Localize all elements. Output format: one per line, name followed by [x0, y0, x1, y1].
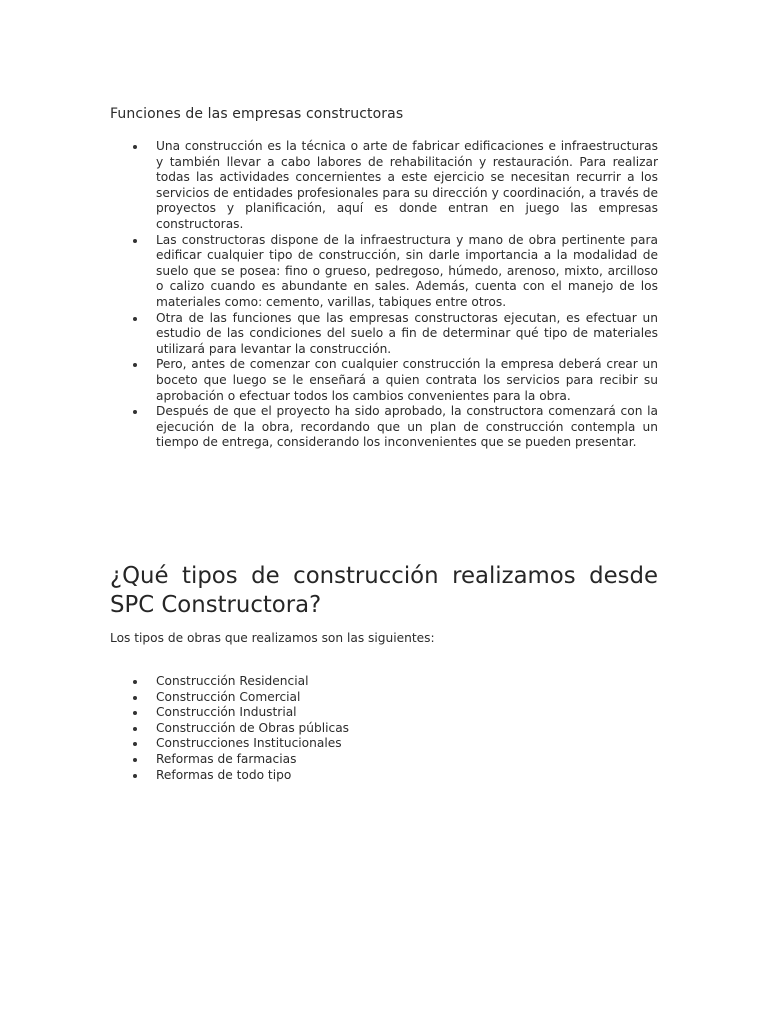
list-item: Otra de las funciones que las empresas constructoras ejecutan, es efectuar un estudio de las condiciones del suelo a fin de determinar qué tipo de materiales utilizará para levantar la construcción.	[110, 311, 658, 358]
page-heading: ¿Qué tipos de construcción realizamos desde SPC Constructora?	[110, 563, 658, 618]
list-item: Construcción de Obras públicas	[110, 721, 658, 737]
intro-text: Los tipos de obras que realizamos son las siguientes:	[110, 631, 435, 645]
construction-types-list	[110, 674, 658, 783]
list-item: Las constructoras dispone de la infraestructura y mano de obra pertinente para edificar cualquier tipo de construcción, sin darle importancia a la modalidad de suelo que se posea: fino o grueso, pedregoso, húmedo, arenoso, mixto, arcilloso o calizo cuando es abundante en sales. Además, cuenta con el manejo de los materiales como: cemento, varillas, tabiques entre otros.	[110, 233, 658, 311]
list-item: Construcción Residencial	[110, 674, 658, 690]
list-item: Reformas de todo tipo	[110, 768, 658, 784]
list-item: Una construcción es la técnica o arte de fabricar edificaciones e infraestructuras y también llevar a cabo labores de rehabilitación y restauración. Para realizar todas las actividades concernientes a este ejercicio se necesitan recurrir a los servicios de entidades profesionales para su dirección y coordinación, a través de proyectos y planificación, aquí es donde entran en juego las empresas constructoras.	[110, 139, 658, 233]
section-title: Funciones de las empresas constructoras	[110, 106, 404, 122]
list-item: Construcción Comercial	[110, 690, 658, 706]
list-item: Construcciones Institucionales	[110, 736, 658, 752]
list-item: Pero, antes de comenzar con cualquier construcción la empresa deberá crear un boceto que luego se le enseñará a quien contrata los servicios para recibir su aprobación o efectuar todos los cambios convenientes para la obra.	[110, 357, 658, 404]
list-item: Después de que el proyecto ha sido aprobado, la constructora comenzará con la ejecución de la obra, recordando que un plan de construcción contempla un tiempo de entrega, considerando los inconvenientes que se pueden presentar.	[110, 404, 658, 451]
functions-list	[110, 139, 658, 451]
list-item: Reformas de farmacias	[110, 752, 658, 768]
list-item: Construcción Industrial	[110, 705, 658, 721]
